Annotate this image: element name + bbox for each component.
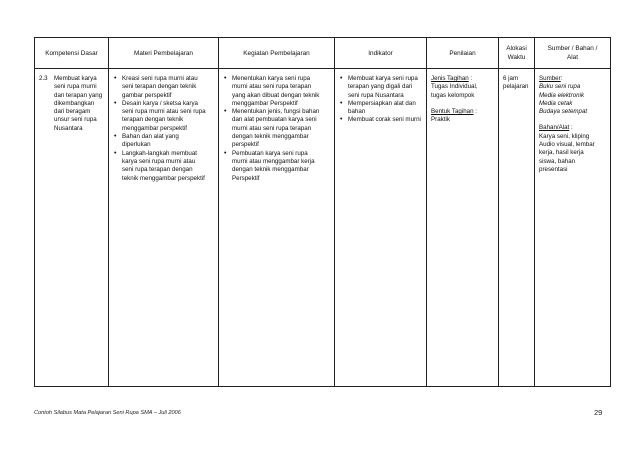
header-kegiatan-pembelajaran: Kegiatan Pembelajaran xyxy=(219,38,335,69)
cell-alokasi-waktu xyxy=(499,69,535,387)
bullet-icon: • xyxy=(114,133,117,141)
kegiatan-text: Menentukan jenis, fungsi bahan dan alat pembuatan karya seni murni atau seni rupa terapan dengan teknik menggambar perspektif xyxy=(232,108,320,149)
indikator-text: Membuat karya seni rupa terapan yang digali dari seni rupa Nusantara xyxy=(348,75,418,99)
cell-sumber xyxy=(535,69,611,387)
header-penilaian: Penilaian xyxy=(427,38,499,69)
footer-caption: Contoh Silabus Mata Pelajaran Seni Rupa SMA – Juli 2006 xyxy=(34,410,181,416)
cell-indikator xyxy=(335,69,427,387)
bullet-icon: • xyxy=(224,149,227,157)
bullet-icon: • xyxy=(224,108,227,116)
jenis-tagihan-value: Tugas Individual, tugas kelompok xyxy=(431,83,478,99)
sumber-label: Sumber xyxy=(539,75,561,82)
materi-text: Kreasi seni rupa murni atau seni terapan dengan teknik gambar perspektif xyxy=(122,75,198,99)
list-item xyxy=(113,133,215,150)
table-row xyxy=(35,69,611,387)
list-item xyxy=(223,108,331,149)
list-item xyxy=(113,100,215,133)
list-item xyxy=(223,75,331,108)
list-item xyxy=(223,150,331,183)
header-sumber-bahan-alat: Sumber / Bahan / Alat xyxy=(535,38,611,69)
list-item xyxy=(339,75,423,100)
kegiatan-text: Menentukan karya seni rupa murni atau seni rupa terapan yang akan dibuat dengan teknik menggambar Perspektif xyxy=(232,75,320,107)
bullet-icon: • xyxy=(114,75,117,82)
bullet-icon: • xyxy=(340,75,343,82)
bahan-alat-label: Bahan/Alat xyxy=(539,124,570,132)
indikator-text: Membuat corak seni murni xyxy=(348,116,421,124)
bentuk-tagihan-separator: : xyxy=(473,107,477,115)
header-row xyxy=(35,38,611,69)
bullet-icon: • xyxy=(340,99,343,107)
alokasi-waktu-value: 6 jam pelajaran xyxy=(503,75,529,91)
materi-text: Desain karya / sketsa karya seni rupa murni atau seni rupa terapan dengan teknik menggambar perspektif xyxy=(122,99,206,132)
header-materi-pembelajaran: Materi Pembelajaran xyxy=(109,38,219,69)
bullet-icon: • xyxy=(114,149,117,157)
bentuk-tagihan-line xyxy=(431,108,495,116)
materi-text: Bahan dan alat yang diperlukan xyxy=(122,133,179,149)
page-number: 29 xyxy=(594,408,603,417)
cell-materi xyxy=(109,69,219,387)
kegiatan-text: Pembuatan karya seni rupa murni atau menggambar kerja dengan teknik menggambar Perspektif xyxy=(232,149,315,182)
bullet-icon: • xyxy=(114,99,117,107)
syllabus-table xyxy=(34,37,611,387)
list-item xyxy=(113,75,215,100)
header-alokasi-waktu: Alokasi Waktu xyxy=(499,38,535,69)
bahan-alat-separator: : xyxy=(569,124,573,132)
list-item xyxy=(113,150,215,183)
jenis-tagihan-line xyxy=(431,75,495,83)
cell-kegiatan xyxy=(219,69,335,387)
bahan-alat-value: Karya seni, kliping Audio visual, lembar kerja, hasil kerja siswa, bahan presentasi xyxy=(539,132,595,173)
header-indikator: Indikator xyxy=(335,38,427,69)
jenis-tagihan-separator: : xyxy=(468,75,473,82)
bentuk-tagihan-value: Praktik xyxy=(431,116,450,124)
list-item xyxy=(339,116,423,124)
bullet-icon: • xyxy=(224,75,227,82)
kd-text: Membuat karya seni rupa murni dan terapan yang dikembangkan dari beragam unsur seni rupa Nusantara xyxy=(54,75,103,132)
cell-kompetensi-dasar xyxy=(35,69,109,387)
indikator-text: Mempersiapkan alat dan bahan xyxy=(348,99,416,116)
cell-penilaian xyxy=(427,69,499,387)
header-kompetensi-dasar: Kompetensi Dasar xyxy=(35,38,109,69)
materi-text: Langkah-langkah membuat karya seni rupa murni atau seni rupa terapan dengan teknik menggambar perspektif xyxy=(122,149,205,182)
sumber-line xyxy=(539,75,607,83)
bahan-alat-line xyxy=(539,124,607,132)
bullet-icon: • xyxy=(340,116,343,124)
jenis-tagihan-label: Jenis Tagihan xyxy=(431,75,469,82)
list-item xyxy=(339,100,423,117)
sumber-separator: : xyxy=(560,75,563,82)
sumber-items: Buku seni rupa Media elektronik Media cetak Budaya setempat xyxy=(539,83,588,116)
kd-number: 2.3 xyxy=(39,75,48,82)
bentuk-tagihan-label: Bentuk Tagihan xyxy=(431,107,474,115)
